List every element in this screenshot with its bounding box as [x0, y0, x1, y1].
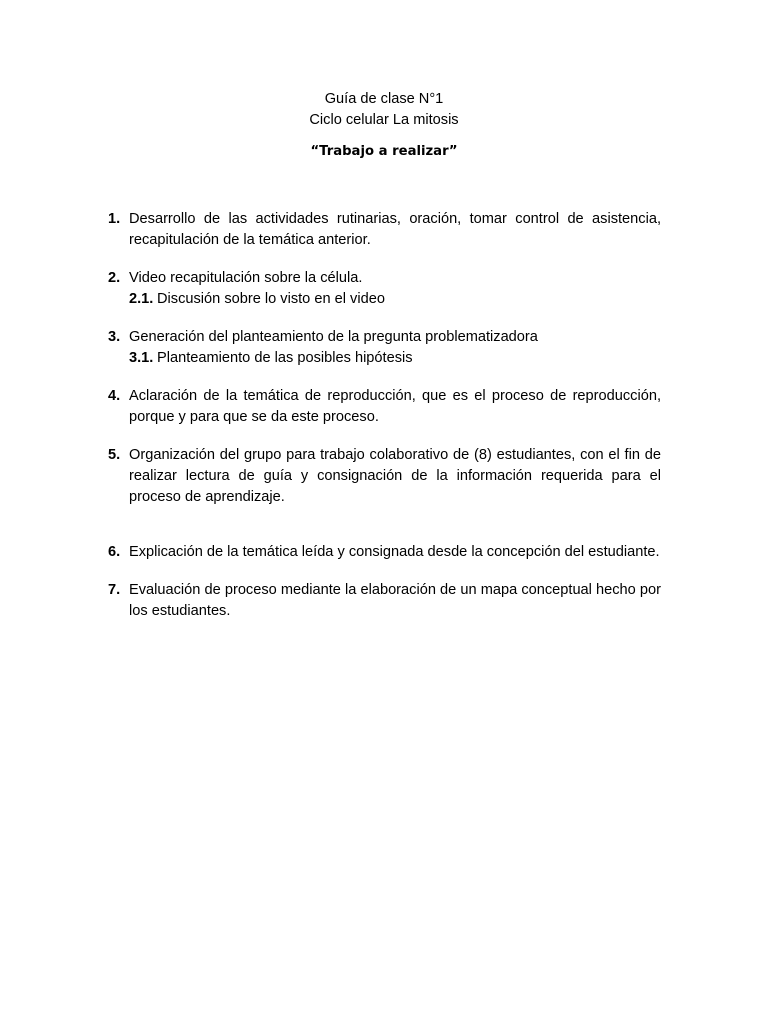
- document-title: Guía de clase N°1: [324, 91, 444, 107]
- sub-item-2-1: [129, 289, 661, 310]
- document-subtitle: “Trabajo a realizar”: [310, 144, 458, 159]
- sub-item-number: 3.1.: [129, 350, 154, 366]
- sub-item-text: Discusión sobre lo visto en el video: [157, 291, 385, 307]
- list-item-3: [108, 327, 661, 369]
- item-text: Aclaración de la temática de reproducción, que es el proceso de reproducción, porque y para que se da este proceso.: [129, 388, 661, 425]
- list-item-1: [108, 209, 661, 251]
- item-text: Desarrollo de las actividades rutinarias, oración, tomar control de asistencia, recapitulación de la temática anterior.: [129, 211, 661, 248]
- list-item-5: [108, 445, 661, 508]
- sub-item-number: 2.1.: [129, 291, 154, 307]
- activity-list: [108, 209, 661, 622]
- item-text: Evaluación de proceso mediante la elaboración de un mapa conceptual hecho por los estudiantes.: [129, 582, 661, 619]
- sub-item-3-1: [129, 348, 661, 369]
- list-item-2: [108, 268, 661, 310]
- item-number: 5.: [108, 447, 121, 463]
- document-header: [0, 89, 768, 162]
- item-number: 6.: [108, 544, 121, 560]
- item-number: 2.: [108, 270, 121, 286]
- document-topic: Ciclo celular La mitosis: [309, 112, 459, 128]
- item-text: Video recapitulación sobre la célula.: [129, 270, 363, 286]
- item-number: 1.: [108, 211, 121, 227]
- item-text: Organización del grupo para trabajo colaborativo de (8) estudiantes, con el fin de realizar lectura de guía y consignación de la información requerida para el proceso de aprendizaje.: [129, 447, 661, 505]
- item-number: 7.: [108, 582, 121, 598]
- list-item-4: [108, 386, 661, 428]
- item-text: Explicación de la temática leída y consignada desde la concepción del estudiante.: [129, 544, 660, 560]
- sub-item-text: Planteamiento de las posibles hipótesis: [157, 350, 413, 366]
- list-item-7: [108, 580, 661, 622]
- item-number: 3.: [108, 329, 121, 345]
- list-item-6: [108, 542, 661, 563]
- item-text: Generación del planteamiento de la pregunta problematizadora: [129, 329, 538, 345]
- item-number: 4.: [108, 388, 121, 404]
